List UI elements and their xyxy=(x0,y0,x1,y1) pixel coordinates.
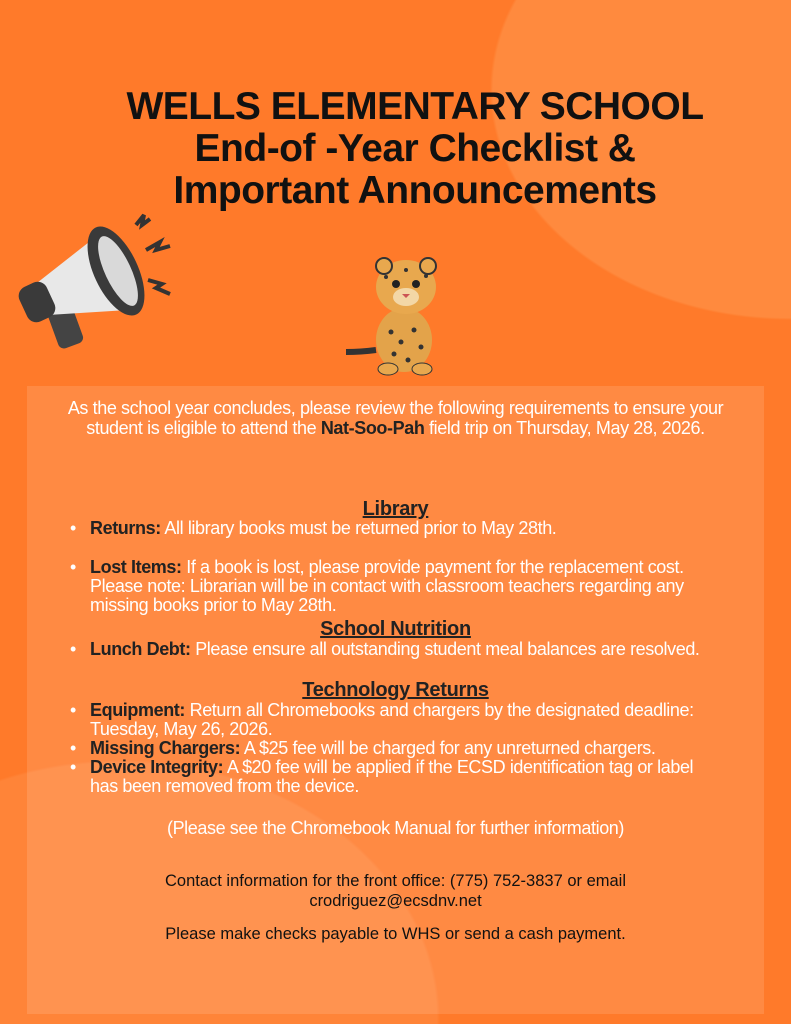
heading-school-nutrition: School Nutrition xyxy=(320,618,471,640)
list-item xyxy=(70,519,720,538)
item-text: If a book is lost, please provide payment for the replacement cost. Please note: Librarian will be in contact with classroom teachers regarding any missing books prior to May 28th. xyxy=(90,557,684,615)
item-label: Equipment: xyxy=(90,700,185,720)
item-label: Lunch Debt: xyxy=(90,639,191,659)
item-label: Device Integrity: xyxy=(90,757,224,777)
intro-after: field trip on Thursday, May 28, 2026. xyxy=(429,418,705,438)
item-text: A $20 fee will be applied if the ECSD identification tag or label has been removed from the device. xyxy=(90,757,694,796)
chromebook-note: (Please see the Chromebook Manual for further information) xyxy=(166,818,625,838)
title-line: WELLS ELEMENTARY SCHOOL xyxy=(126,85,704,128)
payment-note: Please make checks payable to WHS or send a cash payment. xyxy=(165,925,626,943)
intro-text xyxy=(40,398,751,438)
contact-email[interactable]: crodriguez@ecsdnv.net xyxy=(309,892,482,910)
heading-library: Library xyxy=(362,498,429,520)
intro-before: As the school year concludes, please review the following requirements to ensure your student is eligible to attend the xyxy=(67,398,724,438)
heading-technology-returns: Technology Returns xyxy=(302,679,489,701)
trip-name: Nat-Soo-Pah xyxy=(320,418,425,438)
item-text: A $25 fee will be charged for any unreturned chargers. xyxy=(240,738,656,758)
title-line: Important Announcements xyxy=(173,169,657,212)
item-label: Lost Items: xyxy=(90,557,182,577)
item-text: Return all Chromebooks and chargers by the designated deadline: Tuesday, May 26, 2026. xyxy=(90,700,694,739)
list-item xyxy=(70,758,720,796)
leopard-mascot-image xyxy=(336,252,456,377)
list-item xyxy=(70,558,720,615)
list-item xyxy=(70,701,720,739)
item-label: Returns: xyxy=(90,518,161,538)
item-text: Please ensure all outstanding student meal balances are resolved. xyxy=(190,639,700,659)
item-label: Missing Chargers: xyxy=(90,738,241,758)
item-text: All library books must be returned prior to May 28th. xyxy=(160,518,557,538)
list-item xyxy=(70,640,720,659)
list-item xyxy=(70,739,720,758)
page-title xyxy=(90,86,740,212)
library-list xyxy=(70,519,720,615)
technology-list xyxy=(70,701,720,796)
contact-info xyxy=(27,871,764,911)
title-line: End-of -Year Checklist & xyxy=(194,127,636,170)
megaphone-icon xyxy=(18,205,178,355)
contact-line: Contact information for the front office: (775) 752-3837 or email xyxy=(164,872,627,890)
nutrition-list xyxy=(70,640,720,659)
